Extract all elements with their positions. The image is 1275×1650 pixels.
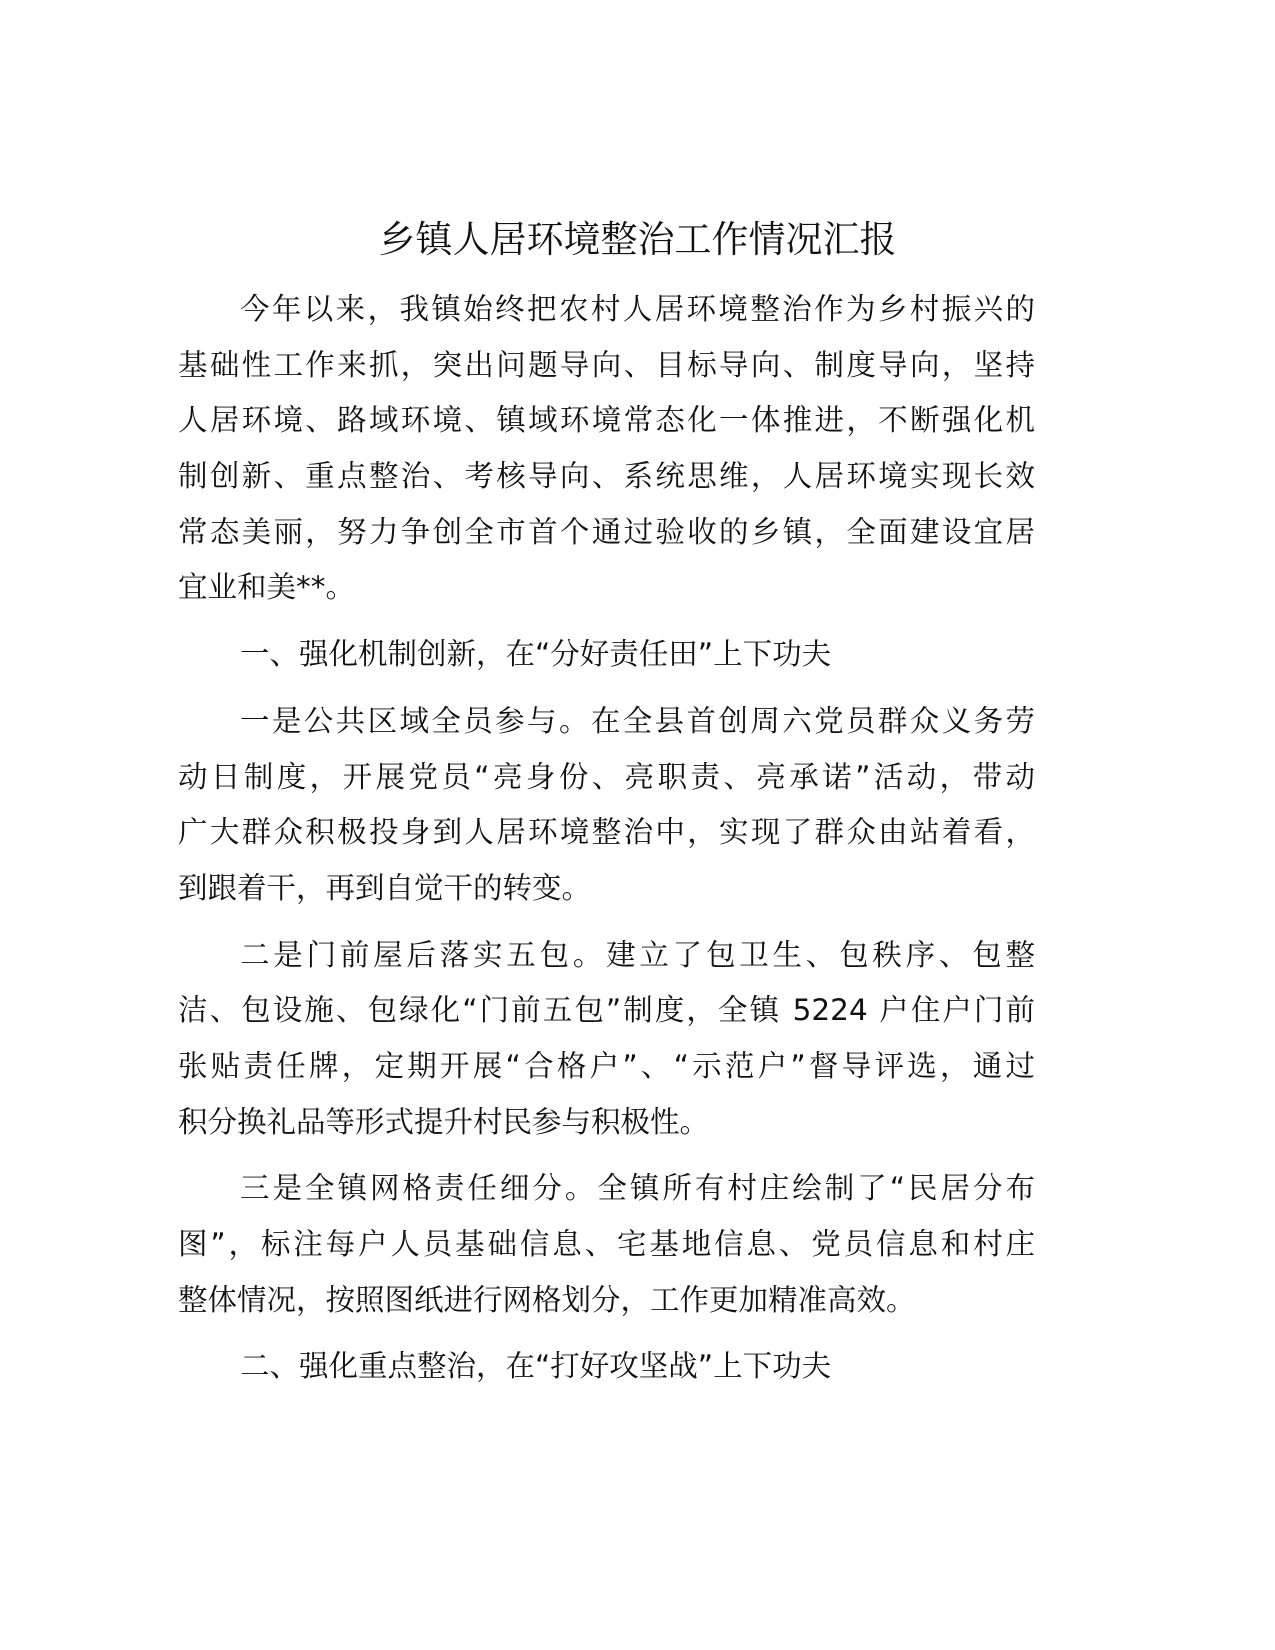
paragraph-line: 二是门前屋后落实五包。建立了包卫生、包秩序、包整 xyxy=(240,937,1035,972)
paragraph-line: 图”，标注每户人员基础信息、宅基地信息、党员信息和村庄 xyxy=(178,1227,1035,1261)
paragraph-line: 积分换礼品等形式提升村民参与积极性。 xyxy=(178,1104,710,1139)
paragraph-line: 动日制度，开展党员“亮身份、亮职责、亮承诺”活动，带动 xyxy=(178,759,1035,794)
paragraph-line: 三是全镇网格责任细分。全镇所有村庄绘制了“民居分布 xyxy=(240,1171,1035,1206)
paragraph xyxy=(178,694,1035,917)
paragraph-line: 宜业和美**。 xyxy=(178,570,356,605)
paragraph-line: 整体情况，按照图纸进行网格划分，工作更加精准高效。 xyxy=(178,1282,916,1317)
paragraph xyxy=(178,928,1035,1151)
paragraph-line: 一是公共区域全员参与。在全县首创周六党员群众义务劳 xyxy=(240,703,1035,738)
paragraph-line: 张贴责任牌，定期开展“合格户”、“示范户”督导评选，通过 xyxy=(178,1048,1035,1083)
paragraph-line: 洁、包设施、包绿化“门前五包”制度，全镇 5224 户住户门前 xyxy=(178,993,1035,1028)
paragraph xyxy=(178,282,1035,616)
paragraph-line: 基础性工作来抓，突出问题导向、目标导向、制度导向，坚持 xyxy=(178,347,1035,382)
paragraph-line: 到跟着干，再到自觉干的转变。 xyxy=(178,870,592,905)
paragraph xyxy=(178,1339,1035,1395)
paragraph xyxy=(178,1161,1035,1328)
paragraph-line: 今年以来，我镇始终把农村人居环境整治作为乡村振兴的 xyxy=(240,292,1035,326)
document-title: 乡镇人居环境整治工作情况汇报 xyxy=(378,218,897,261)
paragraph-line: 常态美丽，努力争创全市首个通过验收的乡镇，全面建设宜居 xyxy=(178,514,1035,549)
paragraph-line: 二、强化重点整治，在“打好攻坚战”上下功夫 xyxy=(240,1349,832,1384)
paragraph-line: 一、强化机制创新，在“分好责任田”上下功夫 xyxy=(240,637,832,672)
paragraph-line: 制创新、重点整治、考核导向、系统思维，人居环境实现长效 xyxy=(178,459,1035,494)
paragraph-line: 人居环境、路域环境、镇域环境常态化一体推进，不断强化机 xyxy=(178,403,1035,438)
paragraph xyxy=(178,627,1035,683)
document-body xyxy=(178,282,1035,1406)
paragraph-line: 广大群众积极投身到人居环境整治中，实现了群众由站着看， xyxy=(178,815,1035,850)
